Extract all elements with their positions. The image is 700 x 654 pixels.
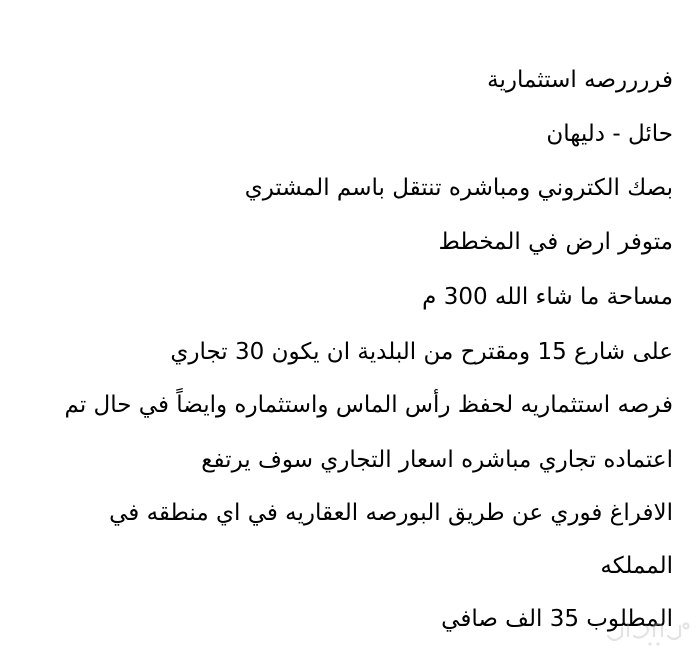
ad-line-kingdom: المملكه: [600, 553, 673, 579]
haraj-watermark-logo: [602, 614, 694, 650]
ad-line-location: حائل - دليهان: [546, 121, 673, 147]
ad-line-opportunity: فرصه استثماريه لحفظ رأس الماس واستثماره وايضاً في حال تم: [64, 392, 673, 418]
ad-line-price: المطلوب 35 الف صافي: [441, 606, 673, 632]
ad-line-area: مساحة ما شاء الله 300 م: [422, 284, 673, 310]
ad-line-title: فررررصه استثمارية: [487, 67, 673, 93]
ad-line-deed: بصك الكتروني ومباشره تنتقل باسم المشتري: [244, 175, 673, 201]
ad-line-availability: متوفر ارض في المخطط: [438, 229, 673, 255]
ad-line-street: على شارع 15 ومقترح من البلدية ان يكون 30 تجاري: [170, 339, 673, 365]
ad-line-transfer: الافراغ فوري عن طريق البورصه العقاريه في اي منطقه في: [109, 500, 673, 526]
ad-line-commercial: اعتماده تجاري مباشره اسعار التجاري سوف يرتفع: [201, 447, 673, 473]
